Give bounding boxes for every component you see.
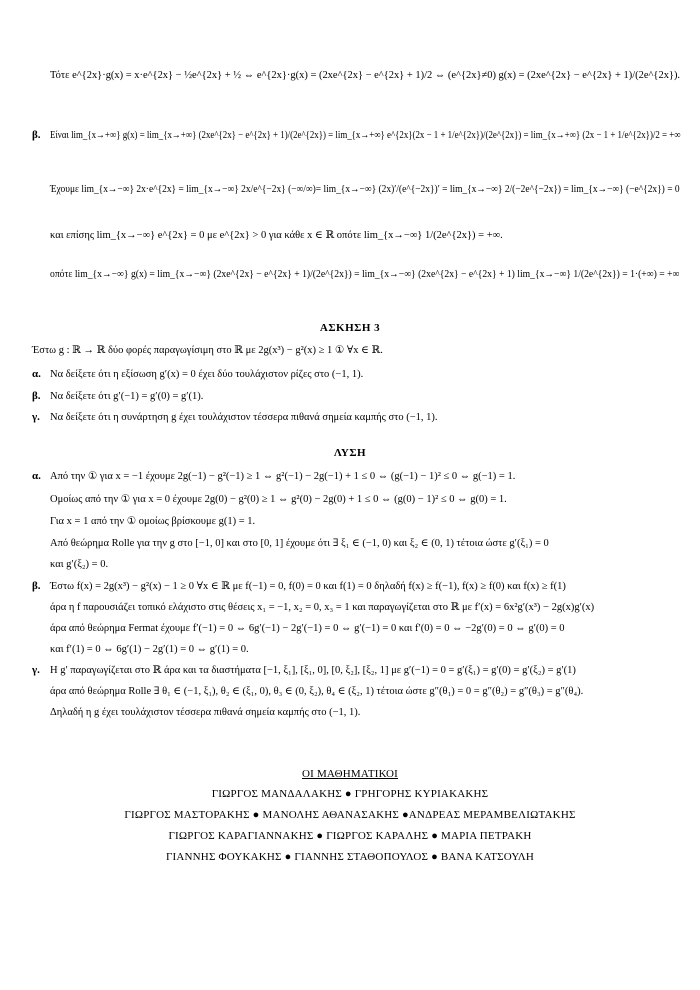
authors-line: ΓΙΩΡΓΟΣ ΜΑΣΤΟΡΑΚΗΣ ● ΜΑΝΟΛΗΣ ΑΘΑΝΑΣΑΚΗΣ ●ΑΝΔΡΕΑΣ ΜΕΡΑΜΒΕΛΙΩΤΑΚΗΣ bbox=[124, 809, 576, 821]
part-b-label: β. bbox=[32, 129, 41, 141]
question-b-text: Να δείξετε ότι g′(−1) = g′(0) = g′(1). bbox=[50, 391, 204, 402]
question-c-text: Να δείξετε ότι η συνάρτηση g έχει τουλάχιστον τέσσερα πιθανά σημεία καμπής στο (−1, 1). bbox=[50, 412, 438, 423]
authors-heading: ΟΙ ΜΑΘΗΜΑΤΙΚΟΙ bbox=[301, 768, 398, 780]
part-b-limit-lhopital: Έχουμε lim_{x→−∞} 2x·e^{2x} = lim_{x→−∞} 2x/e^{−2x} (−∞/∞)= lim_{x→−∞} (2x)′/(e^{−2x})′ = lim_{x→−∞} 2/(−2e^{−2x}) = lim_{x→−∞} (−e^{2x}) = 0 bbox=[50, 184, 680, 195]
solution-c-line: Δηλαδή η g έχει τουλάχιστον τέσσερα πιθανά σημεία καμπής στο (−1, 1). bbox=[50, 707, 361, 718]
exercise-statement: Έστω g : ℝ → ℝ δύο φορές παραγωγίσιμη στο ℝ με 2g(x³) − g²(x) ≥ 1 ① ∀x ∈ ℝ. bbox=[32, 345, 383, 356]
solution-b-line: Έστω f(x) = 2g(x³) − g²(x) − 1 ≥ 0 ∀x ∈ ℝ με f(−1) = 0, f(0) = 0 και f(1) = 0 δηλαδή f(x) ≥ f(−1), f(x) ≥ f(0) και f(x) ≥ f(1) bbox=[50, 581, 566, 592]
solution-c-label: γ. bbox=[32, 664, 40, 676]
question-c-label: γ. bbox=[32, 411, 40, 423]
solution-a-line: Για x = 1 από την ① ομοίως βρίσκουμε g(1) = 1. bbox=[50, 516, 256, 527]
question-a-label: α. bbox=[32, 368, 41, 380]
part-a-conclusion: Τότε e^{2x}·g(x) = x·e^{2x} − ½e^{2x} + ½ ⇔ e^{2x}·g(x) = (2xe^{2x} − e^{2x} + 1)/2 ⇔ (e^{2x}≠0) g(x) = (2xe^{2x} − e^{2x} + 1)/(2e^{2x}). bbox=[50, 70, 681, 81]
question-a-text: Να δείξετε ότι η εξίσωση g′(x) = 0 έχει δύο τουλάχιστον ρίζες στο (−1, 1). bbox=[50, 369, 364, 380]
authors-line: ΓΙΑΝΝΗΣ ΦΟΥΚΑΚΗΣ ● ΓΙΑΝΝΗΣ ΣΤΑΘΟΠΟΥΛΟΣ ● ΒΑΝΑ ΚΑΤΣΟΥΛΗ bbox=[165, 851, 535, 863]
part-b-limit-minus-inf: οπότε lim_{x→−∞} g(x) = lim_{x→−∞} (2xe^{2x} − e^{2x} + 1)/(2e^{2x}) = lim_{x→−∞} (2xe^{2x} − e^{2x} + 1) lim_{x→−∞} 1/(2e^{2x}) = 1·(+∞) = +∞ bbox=[50, 269, 680, 280]
solution-title: ΛΥΣΗ bbox=[333, 447, 367, 459]
solution-b-line: και f′(1) = 0 ⇔ 6g′(1) − 2g′(1) = 0 ⇔ g′(1) = 0. bbox=[50, 644, 249, 655]
solution-a-line: και g′(ξ₂) = 0. bbox=[50, 559, 109, 570]
part-b-limit-exp: και επίσης lim_{x→−∞} e^{2x} = 0 με e^{2x} > 0 για κάθε x ∈ ℝ οπότε lim_{x→−∞} 1/(2e^{2x}) = +∞. bbox=[50, 230, 503, 241]
part-b-limit-plus-inf: Είναι lim_{x→+∞} g(x) = lim_{x→+∞} (2xe^{2x} − e^{2x} + 1)/(2e^{2x}) = lim_{x→+∞} e^{2x}(2x − 1 + 1/e^{2x})/(2e^{2x}) = lim_{x→+∞} (2x − 1 + 1/e^{2x})/2 = +∞ bbox=[50, 130, 681, 141]
solution-c-line: Η g′ παραγωγίζεται στο ℝ άρα και τα διαστήματα [−1, ξ₁], [ξ₁, 0], [0, ξ₂], [ξ₂, 1] με g′(−1) = 0 = g′(ξ₁) = g′(0) = g′(ξ₂) = g′(1) bbox=[50, 665, 576, 676]
solution-b-line: άρα η f παρουσιάζει τοπικό ελάχιστο στις θέσεις x₁ = −1, x₂ = 0, x₃ = 1 και παραγωγίζεται στο ℝ με f′(x) = 6x²g′(x³) − 2g(x)g′(x) bbox=[50, 602, 595, 613]
authors-line: ΓΙΩΡΓΟΣ ΚΑΡΑΓΙΑΝΝΑΚΗΣ ● ΓΙΩΡΓΟΣ ΚΑΡΑΛΗΣ ● ΜΑΡΙΑ ΠΕΤΡΑΚΗ bbox=[168, 830, 532, 842]
authors-line: ΓΙΩΡΓΟΣ ΜΑΝΔΑΛΑΚΗΣ ● ΓΡΗΓΟΡΗΣ ΚΥΡΙΑΚΑΚΗΣ bbox=[211, 788, 489, 800]
solution-b-label: β. bbox=[32, 580, 41, 592]
solution-a-line: Από θεώρημα Rolle για την g στο [−1, 0] και στο [0, 1] έχουμε ότι ∃ ξ₁ ∈ (−1, 0) και ξ₂ ∈ (0, 1) τέτοια ώστε g′(ξ₁) = 0 bbox=[50, 538, 549, 549]
solution-c-line: άρα από θεώρημα Rolle ∃ θ₁ ∈ (−1, ξ₁), θ₂ ∈ (ξ₁, 0), θ₃ ∈ (0, ξ₂), θ₄ ∈ (ξ₂, 1) τέτοια ώστε g″(θ₁) = 0 = g″(θ₂) = g″(θ₃) = g″(θ₄). bbox=[50, 686, 584, 697]
solution-a-line: Ομοίως από την ① για x = 0 έχουμε 2g(0) − g²(0) ≥ 1 ⇔ g²(0) − 2g(0) + 1 ≤ 0 ⇔ (g(0) − 1)² ≤ 0 ⇔ g(0) = 1. bbox=[50, 494, 507, 505]
solution-b-line: άρα από θεώρημα Fermat έχουμε f′(−1) = 0 ⇔ 6g′(−1) − 2g′(−1) = 0 ⇔ g′(−1) = 0 και f′(0) = 0 ⇔ −2g′(0) = 0 ⇔ g′(0) = 0 bbox=[50, 623, 565, 634]
exercise-title: ΑΣΚΗΣΗ 3 bbox=[319, 322, 381, 334]
question-b-label: β. bbox=[32, 390, 41, 402]
solution-a-label: α. bbox=[32, 470, 41, 482]
solution-a-line: Από την ① για x = −1 έχουμε 2g(−1) − g²(−1) ≥ 1 ⇔ g²(−1) − 2g(−1) + 1 ≤ 0 ⇔ (g(−1) − 1)² ≤ 0 ⇔ g(−1) = 1. bbox=[50, 471, 516, 482]
